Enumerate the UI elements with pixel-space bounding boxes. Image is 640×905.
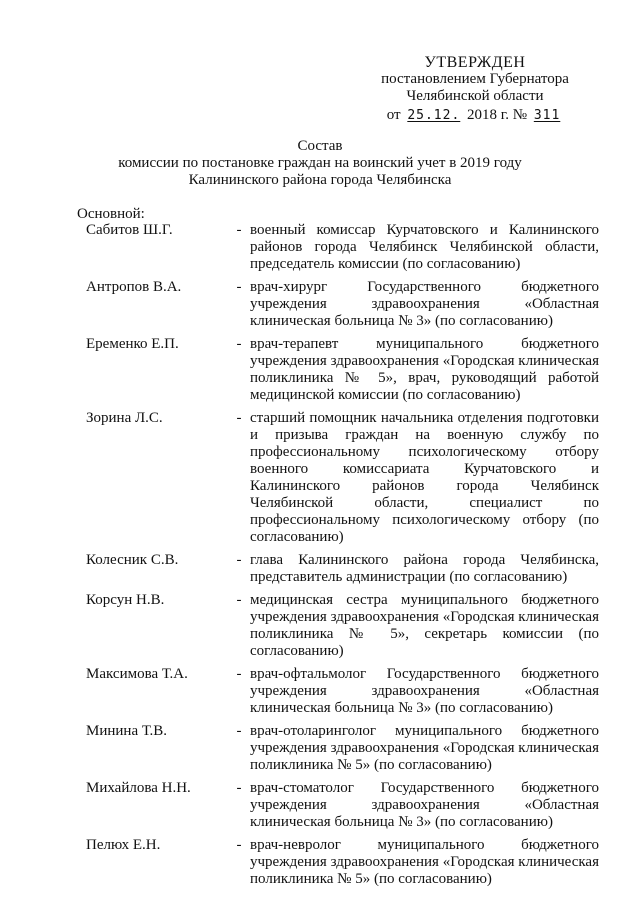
member-description: старший помощник начальника отделения подготовки и призыва граждан на военную службу по профессиональному психологическому отбору военного комиссариата Курчатовского и Калининского районов города Челябинск Челябинской области, специалист по профессиональному психологическому отбору (по согласованию) — [250, 410, 599, 545]
member-row — [86, 336, 606, 404]
member-row — [86, 780, 606, 831]
title-line-2: комиссии по постановке граждан на воинский учет в 2019 году — [118, 155, 522, 171]
section-label: Основной: — [77, 206, 145, 222]
member-name: Пелюх Е.Н. — [86, 837, 161, 853]
member-name: Корсун Н.В. — [86, 592, 165, 608]
member-description: врач-отоларинголог муниципального бюджетного учреждения здравоохранения «Городская клиническая поликлиника № 5» (по согласованию) — [250, 723, 599, 773]
member-row — [86, 592, 606, 660]
approval-line-2: Челябинской области — [406, 88, 544, 104]
title-line-3: Калининского района города Челябинска — [188, 172, 452, 188]
member-name: Еременко Е.П. — [86, 336, 179, 352]
member-dash: - — [236, 780, 242, 796]
member-row — [86, 666, 606, 717]
member-dash: - — [236, 279, 242, 295]
member-dash: - — [236, 666, 242, 682]
member-name: Колесник С.В. — [86, 552, 179, 568]
approval-date-line — [360, 107, 590, 124]
approval-stamp — [360, 54, 590, 124]
member-description: врач-хирург Государственного бюджетного учреждения здравоохранения «Областная клиническая больница № 3» (по согласованию) — [250, 279, 599, 329]
approval-date: 25.12. — [407, 108, 461, 123]
member-description: врач-невролог муниципального бюджетного учреждения здравоохранения «Городская клиническая поликлиника № 5» (по согласованию) — [250, 837, 599, 887]
title-line-1: Состав — [297, 138, 343, 154]
member-name: Минина Т.В. — [86, 723, 168, 739]
approval-number: 311 — [533, 108, 561, 123]
member-dash: - — [236, 336, 242, 352]
member-description: военный комиссар Курчатовского и Калининского районов города Челябинск Челябинской области, председатель комиссии (по согласованию) — [250, 222, 599, 272]
approval-heading: УТВЕРЖДЕН — [424, 54, 526, 71]
member-dash: - — [236, 723, 242, 739]
date-prefix: от — [386, 107, 401, 123]
member-name: Зорина Л.С. — [86, 410, 163, 426]
member-row — [86, 279, 606, 330]
member-description: врач-офтальмолог Государственного бюджетного учреждения здравоохранения «Областная клиническая больница № 3» (по согласованию) — [250, 666, 599, 716]
member-row — [86, 837, 606, 888]
approval-line-1: постановлением Губернатора — [381, 71, 569, 87]
members-list — [86, 222, 606, 894]
member-dash: - — [236, 552, 242, 568]
member-dash: - — [236, 837, 242, 853]
member-description: врач-стоматолог Государственного бюджетного учреждения здравоохранения «Областная клиническая больница № 3» (по согласованию) — [250, 780, 599, 830]
year-text: 2018 г. № — [467, 107, 528, 123]
document-title — [60, 138, 580, 189]
member-dash: - — [236, 592, 242, 608]
member-row — [86, 552, 606, 586]
member-row — [86, 222, 606, 273]
member-description: медицинская сестра муниципального бюджетного учреждения здравоохранения «Городская клиническая поликлиника № 5», секретарь комиссии (по согласованию) — [250, 592, 599, 659]
member-description: врач-терапевт муниципального бюджетного учреждения здравоохранения «Городская клиническая поликлиника № 5», врач, руководящий работой медицинской комиссии (по согласованию) — [250, 336, 599, 403]
member-dash: - — [236, 410, 242, 426]
member-name: Сабитов Ш.Г. — [86, 222, 173, 238]
member-name: Михайлова Н.Н. — [86, 780, 191, 796]
member-dash: - — [236, 222, 242, 238]
member-name: Антропов В.А. — [86, 279, 182, 295]
member-description: глава Калининского района города Челябинска, представитель администрации (по согласованию) — [250, 552, 599, 585]
member-row — [86, 723, 606, 774]
member-row — [86, 410, 606, 546]
member-name: Максимова Т.А. — [86, 666, 188, 682]
